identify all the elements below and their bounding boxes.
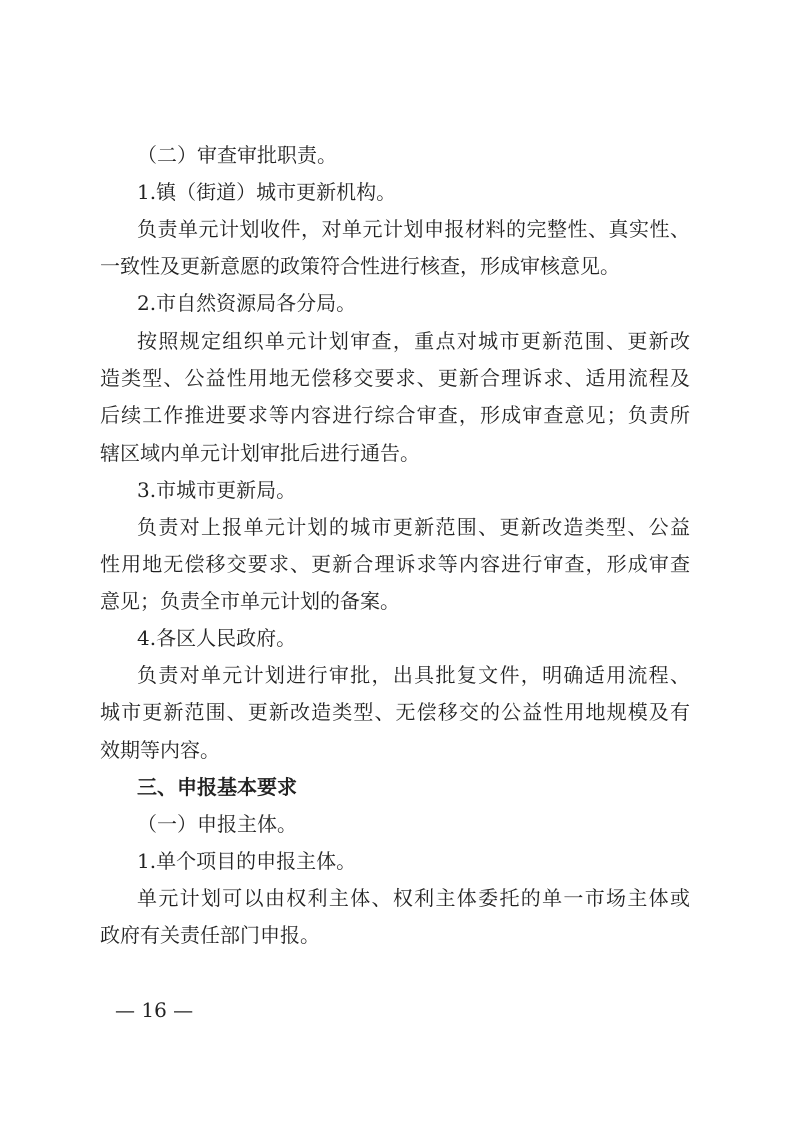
paragraph-line: 按照规定组织单元计划审查，重点对城市更新范围、更新改: [137, 329, 690, 353]
paragraph-line: 辖区域内单元计划审批后进行通告。: [100, 441, 420, 465]
paragraph-line: 造类型、公益性用地无偿移交要求、更新合理诉求、适用流程及: [100, 366, 690, 390]
paragraph-line: 后续工作推进要求等内容进行综合审查，形成审查意见；负责所: [100, 403, 690, 427]
subsection-heading: （二）审查审批职责。: [137, 143, 337, 167]
item-heading: 3.市城市更新局。: [137, 478, 297, 502]
subsection-heading: （一）申报主体。: [137, 812, 297, 836]
paragraph-line: 效期等内容。: [100, 738, 220, 762]
paragraph-line: 负责对上报单元计划的城市更新范围、更新改造类型、公益: [137, 515, 690, 539]
item-heading: 2.市自然资源局各分局。: [137, 291, 357, 315]
paragraph-line: 负责对单元计划进行审批，出具批复文件，明确适用流程、: [137, 663, 690, 687]
paragraph-line: 性用地无偿移交要求、更新合理诉求等内容进行审查，形成审查: [100, 552, 690, 576]
paragraph-line: 城市更新范围、更新改造类型、无偿移交的公益性用地规模及有: [100, 700, 690, 724]
paragraph-line: 负责单元计划收件，对单元计划申报材料的完整性、真实性、: [137, 217, 690, 241]
paragraph-line: 政府有关责任部门申报。: [100, 923, 320, 947]
item-heading: 1.单个项目的申报主体。: [137, 849, 357, 873]
item-heading: 4.各区人民政府。: [137, 626, 297, 650]
paragraph-line: 一致性及更新意愿的政策符合性进行核查，形成审核意见。: [100, 254, 620, 278]
paragraph-line: 意见；负责全市单元计划的备案。: [100, 589, 400, 613]
section-heading: 三、申报基本要求: [137, 775, 297, 799]
item-heading: 1.镇（街道）城市更新机构。: [137, 180, 397, 204]
page-number: — 16 —: [115, 998, 194, 1022]
paragraph-line: 单元计划可以由权利主体、权利主体委托的单一市场主体或: [137, 886, 690, 910]
